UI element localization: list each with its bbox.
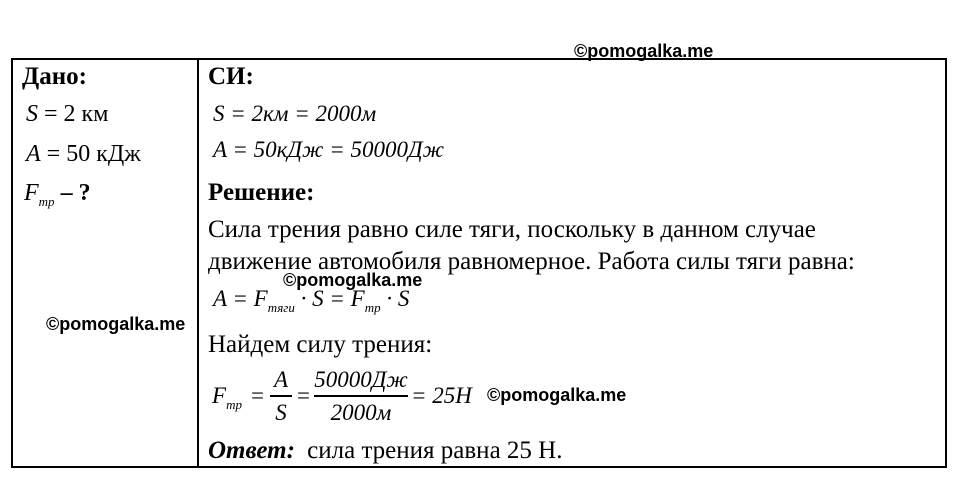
answer-line [208, 438, 562, 463]
answer-text: сила трения равна 25 Н. [307, 437, 563, 464]
solution-title: Решение: [208, 179, 315, 206]
solution-text-line1: Сила трения равно силе тяги, поскольку в данном случае [208, 216, 816, 243]
formula-work-part-mid: · S = F [300, 286, 365, 311]
given-question: – ? [60, 180, 91, 206]
fraction2-denominator: 2000м [330, 399, 392, 425]
answer-label: Ответ: [208, 437, 295, 464]
formula-force-eq1: = [251, 383, 264, 408]
formula-force-var: F [212, 383, 227, 408]
fraction1-numerator: A [273, 367, 289, 392]
given-unknown [24, 181, 91, 208]
solution-text-line2: движение автомобиля равномерное. Работа силы тяги равна: [208, 248, 855, 275]
formula-force-lhs [212, 384, 242, 411]
watermark-left: ©pomogalka.me [46, 314, 186, 334]
formula-force-sub: тр [226, 397, 242, 412]
column-divider [197, 58, 199, 468]
given-work-value: = 50 кДж [46, 141, 141, 167]
watermark-top: ©pomogalka.me [574, 41, 714, 61]
formula-work-part-end: · S [386, 286, 410, 311]
formula-work-sub-friction: тр [364, 300, 381, 315]
fraction2-numerator: 50000Дж [314, 367, 408, 392]
formula-fraction-a-over-s [270, 368, 292, 424]
watermark-middle: ©pomogalka.me [283, 270, 423, 290]
given-force-var: F [24, 180, 39, 206]
solution-find-text: Найдем силу трения: [208, 331, 433, 358]
formula-work [213, 287, 409, 314]
fraction1-denominator: S [275, 399, 287, 425]
given-force-sub: тр [38, 194, 55, 209]
given-title: Дано: [22, 63, 87, 90]
formula-work-sub-thrust: тяги [267, 300, 295, 315]
formula-work-part-a: A = F [213, 286, 268, 311]
watermark-right: ©pomogalka.me [487, 385, 627, 405]
given-distance-var: S [26, 101, 38, 127]
given-distance [26, 102, 108, 126]
formula-force-result: = 25H [411, 383, 472, 408]
given-work-var: A [26, 141, 41, 167]
si-title: СИ: [208, 63, 254, 90]
given-work [26, 142, 141, 166]
given-distance-value: = 2 км [44, 101, 109, 127]
si-line-work: A = 50кДж = 50000Дж [213, 137, 444, 162]
formula-fraction-values [314, 368, 408, 424]
fraction2-bar [314, 395, 408, 397]
si-line-distance: S = 2км = 2000м [213, 101, 377, 126]
fraction1-bar [270, 395, 292, 397]
formula-force-eq2: = [297, 383, 310, 408]
